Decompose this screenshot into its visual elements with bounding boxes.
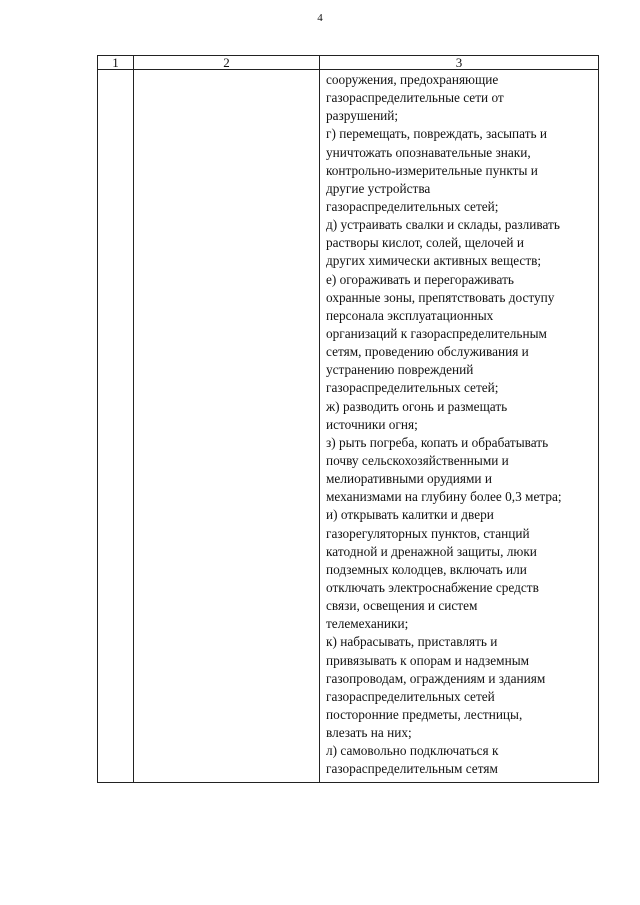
- text-line: газораспределительные сети от: [326, 90, 504, 106]
- text-line: газораспределительных сетей: [326, 688, 495, 704]
- cell-column-3: [320, 70, 599, 783]
- prohibitions-text: [320, 70, 598, 778]
- text-line: растворы кислот, солей, щелочей и: [326, 235, 524, 251]
- text-line: ж) разводить огонь и размещать: [326, 398, 508, 414]
- text-line: механизмами на глубину более 0,3 метра;: [326, 489, 562, 505]
- text-line: других химически активных веществ;: [326, 253, 542, 269]
- text-line: почву сельскохозяйственными и: [326, 452, 509, 468]
- text-line: газораспределительным сетям: [326, 761, 498, 777]
- text-line: з) рыть погреба, копать и обрабатывать: [326, 434, 549, 450]
- text-line: персонала эксплуатационных: [326, 307, 494, 323]
- text-line: уничтожать опознавательные знаки,: [326, 144, 531, 160]
- table-row: [98, 70, 599, 783]
- text-line: д) устраивать свалки и склады, разливать: [326, 217, 560, 233]
- text-line: газораспределительных сетей;: [326, 198, 499, 214]
- text-line: охранные зоны, препятствовать доступу: [326, 289, 555, 305]
- text-line: газопроводам, ограждениям и зданиям: [326, 670, 546, 686]
- text-line: катодной и дренажной защиты, люки: [326, 543, 537, 559]
- text-line: организаций к газораспределительным: [326, 325, 547, 341]
- text-line: е) огораживать и перегораживать: [326, 271, 514, 287]
- text-line: связи, освещения и систем: [326, 598, 478, 614]
- text-line: г) перемещать, повреждать, засыпать и: [326, 126, 548, 142]
- text-line: мелиоративными орудиями и: [326, 471, 492, 487]
- text-line: л) самовольно подключаться к: [326, 743, 499, 759]
- text-line: контрольно-измерительные пункты и: [326, 162, 538, 178]
- document-table: [97, 55, 599, 783]
- table-header-row: [98, 56, 599, 70]
- text-line: сетям, проведению обслуживания и: [326, 344, 529, 360]
- text-line: источники огня;: [326, 416, 418, 432]
- text-line: влезать на них;: [326, 725, 412, 741]
- cell-column-2: [134, 70, 320, 783]
- text-line: газораспределительных сетей;: [326, 380, 499, 396]
- text-line: другие устройства: [326, 180, 431, 196]
- text-line: газорегуляторных пунктов, станций: [326, 525, 530, 541]
- text-line: посторонние предметы, лестницы,: [326, 706, 523, 722]
- text-line: телемеханики;: [326, 616, 409, 632]
- text-line: разрушений;: [326, 108, 399, 124]
- text-line: к) набрасывать, приставлять и: [326, 634, 498, 650]
- column-header-2: 2: [134, 56, 320, 70]
- text-line: устранению повреждений: [326, 362, 474, 378]
- text-line: привязывать к опорам и надземным: [326, 652, 530, 668]
- column-header-3: 3: [320, 56, 599, 70]
- text-line: отключать электроснабжение средств: [326, 579, 539, 595]
- text-line: сооружения, предохраняющие: [326, 72, 499, 87]
- text-line: подземных колодцев, включать или: [326, 561, 527, 577]
- cell-column-1: [98, 70, 134, 783]
- text-line: и) открывать калитки и двери: [326, 507, 494, 523]
- column-header-1: 1: [98, 56, 134, 70]
- page-number: 4: [317, 12, 323, 24]
